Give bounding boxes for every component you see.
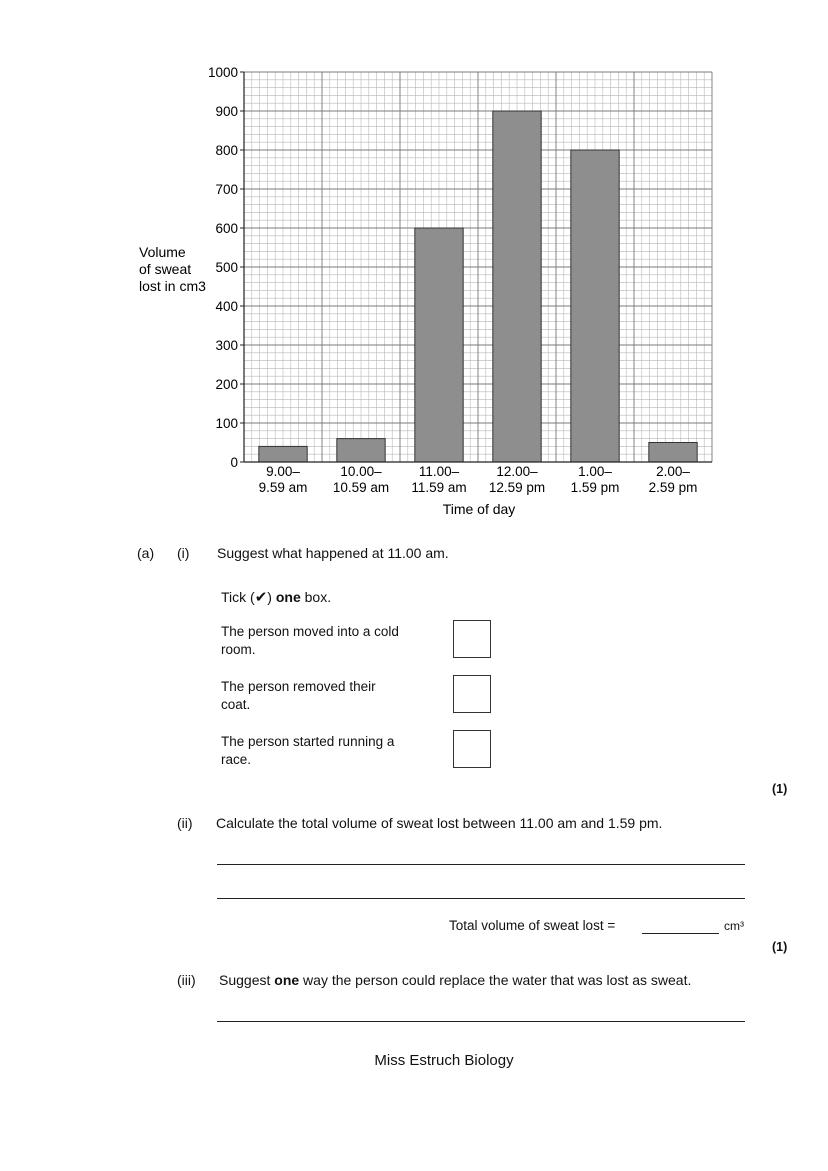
x-tick-label: 11.59 am [411, 480, 467, 495]
x-tick-label: 9.59 am [258, 480, 308, 495]
y-tick-label: 100 [215, 416, 238, 431]
tick-instruction: Tick (✔) one box. [221, 589, 332, 606]
y-axis-label-line-1: Volume [139, 244, 186, 260]
bar [415, 228, 463, 462]
y-tick-label: 300 [215, 338, 238, 353]
part-label: (a) [137, 545, 155, 561]
bar-chart [0, 0, 828, 530]
bar [337, 439, 385, 462]
subpart-i-label: (i) [177, 545, 190, 561]
answer-line-ii-2[interactable] [217, 898, 745, 899]
footer-text: Miss Estruch Biology [374, 1052, 514, 1069]
bar [571, 150, 619, 462]
x-tick-label: 9.00– [266, 464, 300, 479]
answer-line-iii[interactable] [217, 1021, 745, 1022]
x-tick-label: 2.59 pm [648, 480, 698, 495]
marks-i: (1) [772, 782, 788, 796]
option-removed-coat: The person removed their coat. [221, 679, 376, 712]
x-tick-label: 12.59 pm [488, 480, 546, 495]
bar [493, 111, 541, 462]
question-iii-text: Suggest one way the person could replace the water that was lost as sweat. [219, 972, 692, 988]
x-tick-label: 12.00– [496, 464, 538, 479]
y-tick-label: 600 [215, 221, 238, 236]
tick-box-running-race[interactable] [453, 730, 491, 768]
bar [649, 443, 697, 463]
tick-box-cold-room[interactable] [453, 620, 491, 658]
y-tick-label: 800 [215, 143, 238, 158]
x-tick-label: 1.00– [578, 464, 612, 479]
answer-label: Total volume of sweat lost = [449, 918, 616, 933]
y-tick-label: 500 [215, 260, 238, 275]
y-tick-labels [208, 65, 238, 470]
answer-blank[interactable] [642, 933, 719, 934]
y-axis-label-line-3: lost in cm3 [139, 278, 206, 294]
y-axis-label-line-2: of sweat [139, 261, 192, 277]
x-tick-label: 11.00– [418, 464, 460, 479]
answer-line-ii-1[interactable] [217, 864, 745, 865]
y-tick-label: 700 [215, 182, 238, 197]
x-tick-label: 10.00– [340, 464, 382, 479]
y-tick-label: 1000 [207, 65, 238, 80]
answer-unit: cm³ [724, 919, 744, 933]
tick-box-removed-coat[interactable] [453, 675, 491, 713]
y-tick-label: 400 [215, 299, 238, 314]
x-tick-labels [259, 464, 698, 495]
y-tick-label: 0 [230, 455, 238, 470]
marks-ii: (1) [772, 940, 788, 954]
x-tick-label: 2.00– [656, 464, 690, 479]
question-i-text: Suggest what happened at 11.00 am. [217, 545, 449, 561]
x-tick-label: 1.59 pm [570, 480, 620, 495]
option-cold-room: The person moved into a cold room. [221, 624, 399, 657]
bar [259, 446, 307, 462]
y-tick-label: 900 [215, 104, 238, 119]
x-axis-label: Time of day [442, 501, 516, 517]
question-ii-text: Calculate the total volume of sweat lost between 11.00 am and 1.59 pm. [216, 815, 663, 831]
tick-icon: ✔ [254, 589, 268, 606]
option-running-race: The person started running a race. [221, 734, 395, 767]
y-tick-label: 200 [215, 377, 238, 392]
subpart-iii-label: (iii) [177, 972, 196, 988]
x-tick-label: 10.59 am [332, 480, 390, 495]
subpart-ii-label: (ii) [177, 815, 193, 831]
